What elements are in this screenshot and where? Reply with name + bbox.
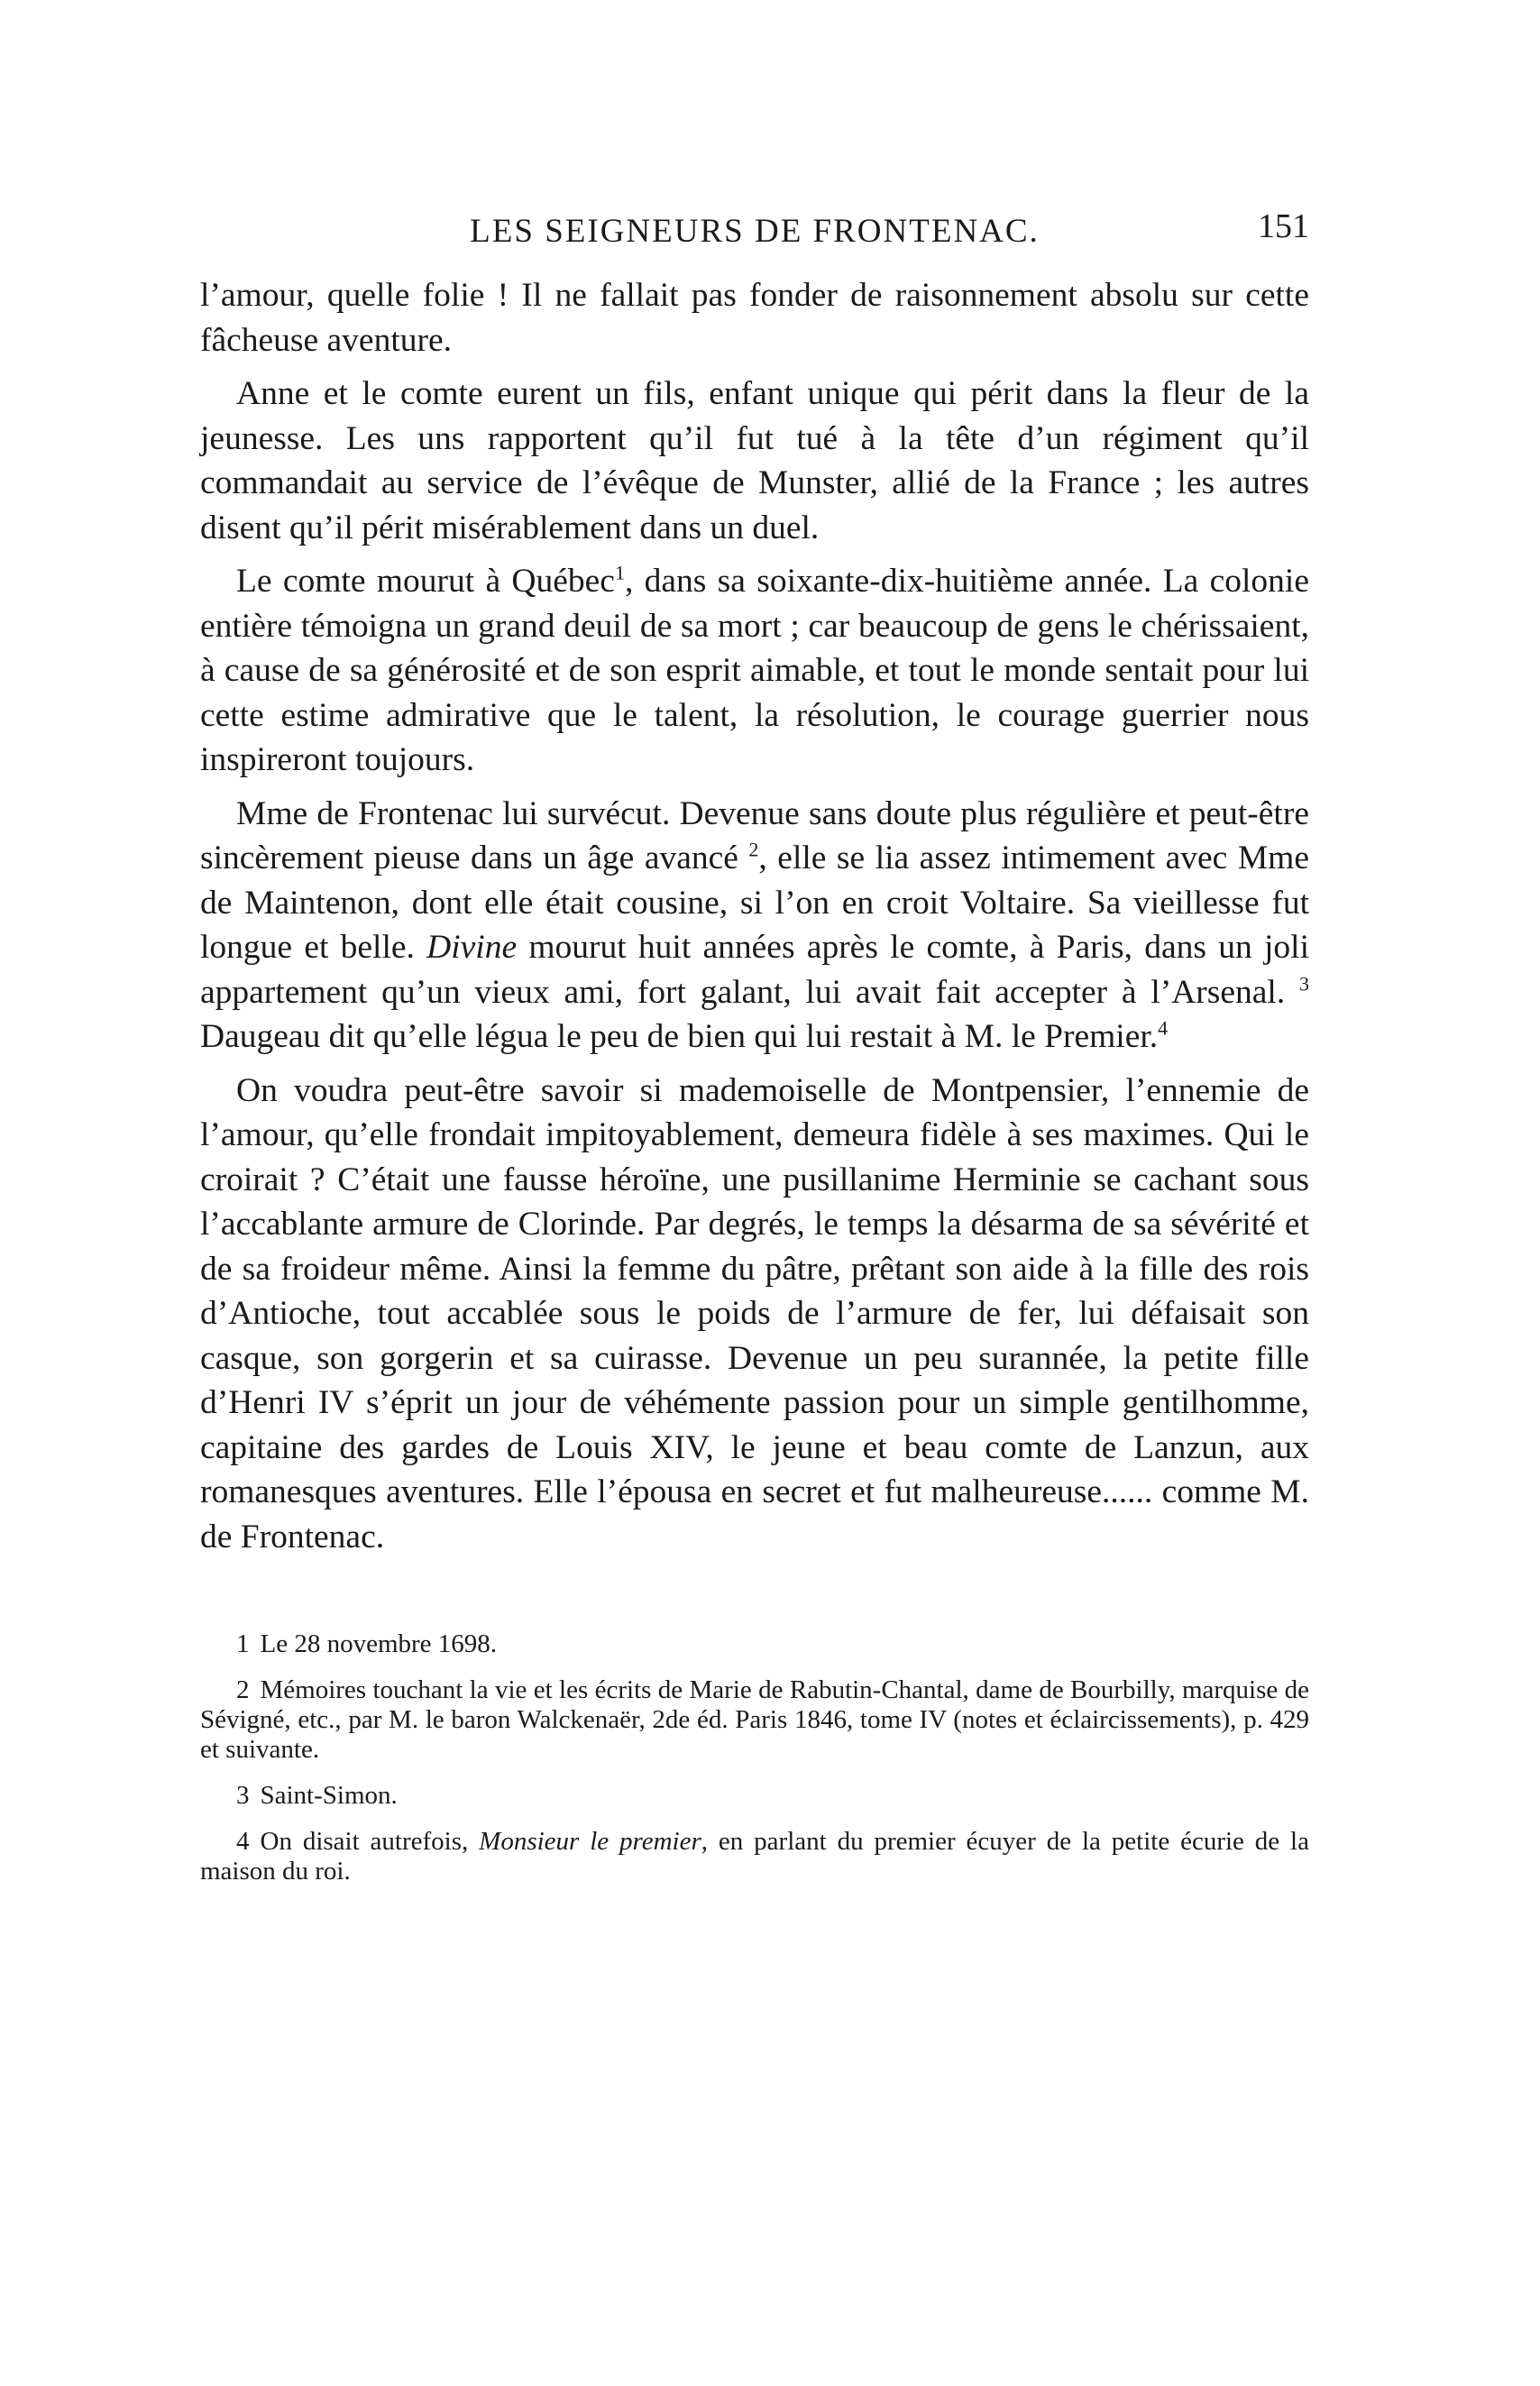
footnote-4-number: 4 <box>236 1827 250 1856</box>
footnote-1-number: 1 <box>236 1629 250 1658</box>
footnote-4-italic: Monsieur le premier <box>479 1827 701 1856</box>
paragraph-5: On voudra peut-être savoir si mademoiselle de Montpensier, l’ennemie de l’amour, qu’elle frondait impitoyablement, demeura fidèle à ses maximes. Qui le croirait ? C’était une fausse héroïne, une pusillanime Herminie se cachant sous l’accablante armure de Clorinde. Par degrés, le temps la désarma de sa sévérité et de sa froideur même. Ainsi la femme du pâtre, prêtant son aide à la fille des rois d’Antioche, tout accablée sous le poids de l’armure de fer, lui défaisait son casque, son gorgerin et sa cuirasse. Devenue un peu surannée, la petite fille d’Henri IV s’éprit un jour de véhémente passion pour un simple gentilhomme, capitaine des gardes de Louis XIV, le jeune et beau comte de Lanzun, aux romanesques aventures. Elle l’épousa en secret et fut malheureuse...... comme M. de Frontenac. <box>200 1071 1309 1555</box>
footnote-2 <box>200 1675 1309 1765</box>
paragraph-4 <box>200 792 1309 1060</box>
footnote-4-text-b: , en parlant du premier écuyer de la petite écurie de la maison du roi. <box>200 1827 1309 1886</box>
paragraph-2: Anne et le comte eurent un fils, enfant unique qui périt dans la fleur de la jeunesse. Les uns rapportent qu’il fut tué à la tête d’un régiment qu’il commandait au service de l’évêque de Munster, allié de la France ; les autres disent qu’il périt misérablement dans un duel. <box>200 375 1309 546</box>
footnotes <box>200 1629 1309 1886</box>
paragraph-3-text-b: , dans sa soixante-dix-huitième année. La colonie entière témoigna un grand deuil de sa mort ; car beaucoup de gens le chérissaient, à cause de sa générosité et de son esprit aimable, et tout le monde sentait pour lui cette estime admirative que le talent, la résolution, le courage guerrier nous inspireront toujours. <box>200 563 1309 778</box>
footnote-2-number: 2 <box>236 1675 250 1704</box>
footnote-1 <box>200 1629 1309 1659</box>
paragraph-4-text-a: Mme de Frontenac lui survécut. Devenue sans doute plus régulière et peut-être sincèrement pieuse dans un âge avancé <box>200 794 1309 876</box>
footnote-3 <box>200 1781 1309 1811</box>
page-number: 151 <box>1258 207 1309 245</box>
paragraph-3 <box>200 559 1309 783</box>
footnote-ref-1: 1 <box>614 561 625 584</box>
paragraph-4-text-d: Daugeau dit qu’elle légua le peu de bien qui lui restait à M. le Premier. <box>200 1018 1159 1055</box>
body-text <box>200 273 1309 1559</box>
paragraph-4-text-c: mourut huit années après le comte, à Paris, dans un joli appartement qu’un vieux ami, fort galant, lui avait fait accepter à l’Arsenal. <box>200 929 1309 1011</box>
paragraph-4-text-b: , elle se lia assez intimement avec Mme de Maintenon, dont elle était cousine, si l’on en croit Voltaire. Sa vieillesse fut longue et belle. <box>200 840 1309 966</box>
footnote-ref-4: 4 <box>1158 1016 1169 1040</box>
paragraph-1: l’amour, quelle folie ! Il ne fallait pas fonder de raisonnement absolu sur cette fâcheuse aventure. <box>200 277 1309 359</box>
footnote-2-text: Mémoires touchant la vie et les écrits de Marie de Rabutin-Chantal, dame de Bourbilly, marquise de Sévigné, etc., par M. le baron Walckenaër, 2de éd. Paris 1846, tome IV (notes et éclaircissements), p. 429 et suivante. <box>200 1675 1309 1764</box>
book-page <box>200 203 1309 1903</box>
footnote-3-number: 3 <box>236 1781 250 1810</box>
footnote-3-text: Saint-Simon. <box>260 1781 398 1810</box>
footnote-ref-2: 2 <box>748 838 759 861</box>
running-title: LES SEIGNEURS DE FRONTENAC. <box>470 213 1040 250</box>
paragraph-3-text-a: Le comte mourut à Québec <box>236 563 615 600</box>
running-head <box>200 203 1309 257</box>
paragraph-4-italic: Divine <box>426 929 518 966</box>
footnote-ref-3: 3 <box>1299 972 1309 995</box>
footnote-4 <box>200 1827 1309 1886</box>
footnote-1-text: Le 28 novembre 1698. <box>260 1629 498 1658</box>
footnote-4-text-a: On disait autrefois, <box>260 1827 480 1856</box>
